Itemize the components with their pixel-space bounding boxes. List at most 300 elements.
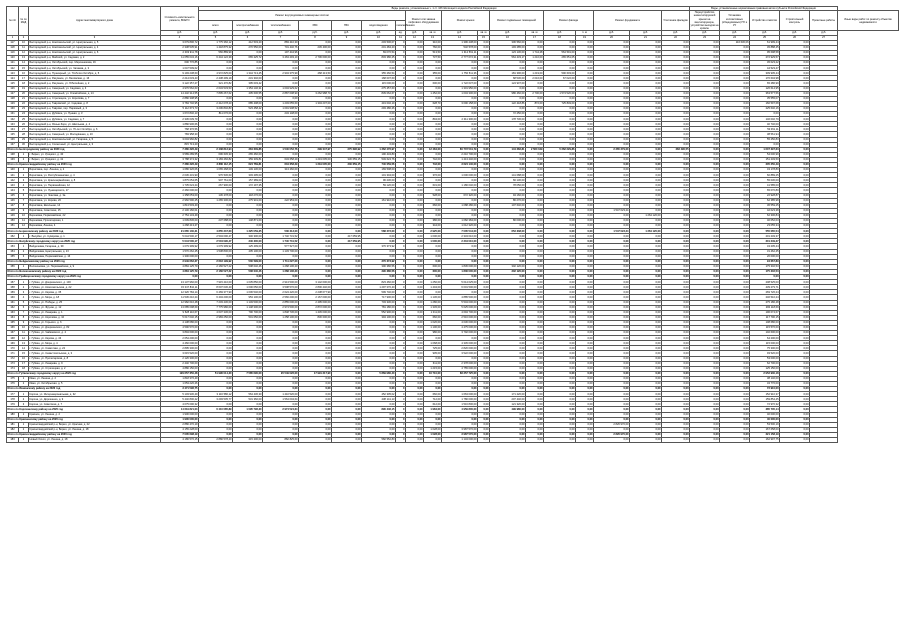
address-cell: г. Губкин, ул. Севастопольская, д. 3 bbox=[29, 351, 161, 356]
value-cell: 2 166 527,22 bbox=[199, 269, 233, 274]
row-number: 117 bbox=[7, 40, 19, 45]
value-cell: 0,00 bbox=[594, 320, 630, 325]
value-cell: 0,00 bbox=[526, 325, 544, 330]
value-cell: 157 389,00 bbox=[233, 178, 263, 183]
value-cell: 0,00 bbox=[442, 168, 478, 173]
value-cell: 0,00 bbox=[720, 71, 750, 76]
value-cell: 68 530,00 bbox=[490, 76, 526, 81]
value-cell: 1 418 875,32 bbox=[199, 45, 233, 50]
value-cell: 0,00 bbox=[233, 325, 263, 330]
value-cell: 588 272,00 bbox=[362, 229, 396, 234]
value-cell: 23 055,34 bbox=[750, 224, 780, 229]
value-cell: 0,00 bbox=[594, 86, 630, 91]
value-cell: 40 740,00 bbox=[750, 122, 780, 127]
value-cell: 0 bbox=[396, 101, 406, 106]
value-cell: 624 769,81 bbox=[233, 162, 263, 167]
mkd-number: 8 bbox=[19, 315, 29, 320]
spreadsheet bbox=[6, 6, 899, 634]
value-cell: 0,00 bbox=[424, 122, 442, 127]
value-cell: 344,00 bbox=[424, 224, 442, 229]
value-cell: 2 011 300,00 bbox=[442, 117, 478, 122]
value-cell: 1 848 736,00 bbox=[263, 310, 299, 315]
value-cell: 0,00 bbox=[690, 101, 720, 106]
value-cell: 0,00 bbox=[544, 402, 576, 407]
value-cell: 0,00 bbox=[780, 259, 810, 264]
value-cell: 0,00 bbox=[263, 346, 299, 351]
address-cell: Борисовка, ул. Красноармейская, д. 8 bbox=[29, 178, 161, 183]
value-cell: 0,00 bbox=[780, 173, 810, 178]
value-cell: 1 079 399,92 bbox=[199, 244, 233, 249]
value-cell: 0,00 bbox=[720, 392, 750, 397]
address-cell: Березовка, Пролетарская, 1 bbox=[29, 219, 161, 224]
value-cell: 0,00 bbox=[720, 112, 750, 117]
value-cell: 0,00 bbox=[478, 224, 490, 229]
value-cell: 20 000,00 bbox=[750, 254, 780, 259]
value-cell: 42 023,38 bbox=[750, 208, 780, 213]
value-cell: 359 309,81 bbox=[233, 157, 263, 162]
value-cell: 0,00 bbox=[332, 269, 362, 274]
value-cell: 0,00 bbox=[690, 407, 720, 412]
value-cell: 0,00 bbox=[544, 371, 576, 376]
value-cell: 2 706 600,00 bbox=[299, 56, 332, 61]
value-cell: 0,00 bbox=[233, 275, 263, 280]
value-cell: 0,00 bbox=[690, 50, 720, 55]
value-cell: 0,00 bbox=[690, 387, 720, 392]
value-cell: 499 980,00 bbox=[490, 407, 526, 412]
value-cell: 0,00 bbox=[780, 351, 810, 356]
value-cell: 0,00 bbox=[199, 361, 233, 366]
value-cell: 0,00 bbox=[332, 387, 362, 392]
value-cell: 149 130,00 bbox=[233, 168, 263, 173]
value-cell: 162 997,75 bbox=[750, 438, 780, 443]
row-number: 133 bbox=[7, 122, 19, 127]
value-cell: 0,00 bbox=[299, 376, 332, 381]
value-cell: 0,00 bbox=[199, 422, 233, 427]
value-cell: 68 357 725,00 bbox=[442, 371, 478, 376]
value-cell: 0,00 bbox=[490, 300, 526, 305]
value-cell: 0,00 bbox=[362, 132, 396, 137]
row-number: 132 bbox=[7, 117, 19, 122]
value-cell: 1 813 503,40 bbox=[161, 203, 199, 208]
row-number: 146 bbox=[7, 198, 19, 203]
value-cell: 0,00 bbox=[594, 264, 630, 269]
value-cell: 0,00 bbox=[720, 290, 750, 295]
value-cell: 0,00 bbox=[478, 402, 490, 407]
value-cell: 0,00 bbox=[544, 295, 576, 300]
value-cell: 660,00 bbox=[424, 315, 442, 320]
address-cell: г. Губкин, ул. Королёва, д. 10 bbox=[29, 315, 161, 320]
value-cell: 22 928,87 bbox=[750, 193, 780, 198]
value-cell: 4 637 336,00 bbox=[199, 310, 233, 315]
value-cell: 0,00 bbox=[263, 387, 299, 392]
value-cell: 66 130,00 bbox=[490, 178, 526, 183]
value-cell: 0,00 bbox=[594, 183, 630, 188]
value-cell: 2 412 078,23 bbox=[199, 101, 233, 106]
value-cell: 0,00 bbox=[720, 356, 750, 361]
value-cell: 1 564 004,64 bbox=[263, 397, 299, 402]
value-cell: 0 bbox=[396, 351, 406, 356]
value-cell: 0,00 bbox=[490, 249, 526, 254]
value-cell: 0,00 bbox=[299, 178, 332, 183]
value-cell: 0,00 bbox=[544, 432, 576, 437]
value-cell: 0,00 bbox=[780, 264, 810, 269]
value-cell: 1 095 796,30 bbox=[233, 407, 263, 412]
value-cell: 0,00 bbox=[299, 269, 332, 274]
value-cell: 0,00 bbox=[594, 40, 630, 45]
value-cell: 0 bbox=[396, 127, 406, 132]
value-cell: 0,00 bbox=[576, 45, 594, 50]
value-cell: 0,00 bbox=[199, 351, 233, 356]
value-cell: 0,00 bbox=[233, 356, 263, 361]
value-cell: 0,00 bbox=[263, 76, 299, 81]
value-cell: 1 268 106,20 bbox=[263, 264, 299, 269]
subtotal-label: Итого по Волоконовскому району на 2020 год bbox=[7, 269, 161, 274]
mkd-number: 15 bbox=[19, 351, 29, 356]
value-cell: 0,00 bbox=[594, 305, 630, 310]
value-cell: 0,00 bbox=[299, 81, 332, 86]
value-cell: 0,00 bbox=[630, 269, 662, 274]
value-cell: 0,00 bbox=[720, 96, 750, 101]
value-cell: 0,00 bbox=[630, 50, 662, 55]
value-cell: 0,00 bbox=[594, 66, 630, 71]
value-cell: 0,00 bbox=[720, 56, 750, 61]
value-cell: 385 735,14 bbox=[750, 407, 780, 412]
value-cell: 0,00 bbox=[478, 112, 490, 117]
value-cell: 0,00 bbox=[690, 254, 720, 259]
mkd-number: 6 bbox=[19, 305, 29, 310]
value-cell: 0,00 bbox=[263, 61, 299, 66]
value-cell: 0,00 bbox=[544, 193, 576, 198]
value-cell: 0,00 bbox=[478, 305, 490, 310]
value-cell: 0,00 bbox=[780, 432, 810, 437]
value-cell: 0,00 bbox=[630, 234, 662, 239]
value-cell: 0,00 bbox=[490, 366, 526, 371]
value-cell: 0,00 bbox=[576, 300, 594, 305]
value-cell: 0,00 bbox=[720, 249, 750, 254]
value-cell: 0,00 bbox=[662, 203, 690, 208]
value-cell: 1 780 000,00 bbox=[442, 397, 478, 402]
value-cell: 0,00 bbox=[199, 417, 233, 422]
value-cell: 0,00 bbox=[690, 168, 720, 173]
value-cell: 0,00 bbox=[332, 341, 362, 346]
row-number: 156 bbox=[7, 264, 19, 269]
value-cell: 67 022,00 bbox=[544, 76, 576, 81]
value-cell: 121 320,00 bbox=[490, 402, 526, 407]
value-cell: 0,00 bbox=[630, 371, 662, 376]
value-cell: 0,00 bbox=[544, 40, 576, 45]
value-cell: 0,00 bbox=[490, 346, 526, 351]
row-number: 118 bbox=[7, 45, 19, 50]
value-cell: 552 900,00 bbox=[362, 310, 396, 315]
value-cell: 0,00 bbox=[780, 127, 810, 132]
value-cell: 0,00 bbox=[690, 269, 720, 274]
value-cell: 0,00 bbox=[332, 132, 362, 137]
value-cell: 703 330,00 bbox=[362, 300, 396, 305]
value-cell: 0,00 bbox=[662, 366, 690, 371]
value-cell: 0,00 bbox=[690, 219, 720, 224]
value-cell: 0,00 bbox=[490, 127, 526, 132]
value-cell: 0,00 bbox=[332, 432, 362, 437]
value-cell: 0,00 bbox=[780, 162, 810, 167]
value-cell: 0,00 bbox=[544, 198, 576, 203]
value-cell: 0,00 bbox=[263, 203, 299, 208]
value-cell: 0,00 bbox=[526, 132, 544, 137]
value-cell: 0,00 bbox=[690, 310, 720, 315]
value-cell: 0,00 bbox=[630, 239, 662, 244]
value-cell: 0,00 bbox=[544, 290, 576, 295]
subtotal-label: Итого по Красненскому району на 2020 год bbox=[7, 417, 161, 422]
value-cell: 0,00 bbox=[263, 224, 299, 229]
value-cell: 0,00 bbox=[576, 56, 594, 61]
value-cell: 0,00 bbox=[720, 264, 750, 269]
value-cell: 0,00 bbox=[406, 315, 424, 320]
value-cell: 0,00 bbox=[526, 382, 544, 387]
value-cell: 0,00 bbox=[630, 71, 662, 76]
value-cell: 501 050,00 bbox=[233, 315, 263, 320]
value-cell: 872,00 bbox=[526, 101, 544, 106]
value-cell: 0,00 bbox=[630, 91, 662, 96]
value-cell: 0,00 bbox=[544, 254, 576, 259]
value-cell: 0,00 bbox=[662, 387, 690, 392]
value-cell: 2 336 039,79 bbox=[161, 117, 199, 122]
value-cell: 0,00 bbox=[478, 178, 490, 183]
value-cell: 3 894 600,00 bbox=[161, 331, 199, 336]
value-cell: 0,00 bbox=[263, 325, 299, 330]
value-cell: 0,00 bbox=[478, 127, 490, 132]
value-cell: 0,00 bbox=[362, 203, 396, 208]
address-cell: Волоконовка, ул. Первомайская, д. 9 bbox=[29, 264, 161, 269]
column-number: 17 bbox=[526, 35, 544, 40]
value-cell: 1 148 300,00 bbox=[233, 305, 263, 310]
value-cell: 0,00 bbox=[299, 61, 332, 66]
value-cell: 72 450,00 bbox=[490, 112, 526, 117]
value-cell: 0,00 bbox=[406, 366, 424, 371]
value-cell: 0,00 bbox=[490, 356, 526, 361]
value-cell: 0,00 bbox=[690, 382, 720, 387]
value-cell: 0,00 bbox=[406, 229, 424, 234]
value-cell: 0,00 bbox=[424, 86, 442, 91]
value-cell: 0 bbox=[396, 346, 406, 351]
value-cell: 0,00 bbox=[544, 173, 576, 178]
value-cell: 528,00 bbox=[424, 193, 442, 198]
value-cell: 0,00 bbox=[299, 397, 332, 402]
value-cell: 0,00 bbox=[544, 183, 576, 188]
value-cell: 0 bbox=[396, 264, 406, 269]
value-cell: 0,00 bbox=[332, 320, 362, 325]
value-cell: 0,00 bbox=[720, 127, 750, 132]
value-cell: 0,00 bbox=[526, 427, 544, 432]
value-cell: 0 bbox=[396, 331, 406, 336]
value-cell: 12 326 784,14 bbox=[161, 290, 199, 295]
value-cell: 0,00 bbox=[690, 341, 720, 346]
value-cell: 0,00 bbox=[576, 112, 594, 117]
value-cell: 0,00 bbox=[594, 351, 630, 356]
value-cell: 0,00 bbox=[662, 259, 690, 264]
column-number: 10 bbox=[362, 35, 396, 40]
value-cell: 830 000,00 bbox=[299, 315, 332, 320]
value-cell: 0,00 bbox=[630, 376, 662, 381]
value-cell: 0,00 bbox=[576, 96, 594, 101]
value-cell: 0,00 bbox=[690, 173, 720, 178]
value-cell: 508 040,46 bbox=[233, 269, 263, 274]
value-cell: 0,00 bbox=[424, 244, 442, 249]
value-cell: 0,00 bbox=[576, 290, 594, 295]
value-cell: 0,00 bbox=[662, 351, 690, 356]
value-cell: 717 900,00 bbox=[362, 295, 396, 300]
value-cell: 0,00 bbox=[662, 392, 690, 397]
value-cell: 1 250,00 bbox=[424, 280, 442, 285]
value-cell: 0,00 bbox=[478, 366, 490, 371]
value-cell: 0,00 bbox=[526, 341, 544, 346]
value-cell: 882 825,60 bbox=[263, 438, 299, 443]
value-cell: 0,00 bbox=[263, 127, 299, 132]
value-cell: 0,00 bbox=[478, 407, 490, 412]
value-cell: 0,00 bbox=[263, 66, 299, 71]
col-other2: Иные виды работ по ремонту объектов недвижимости bbox=[838, 11, 899, 31]
subtotal-label: Итого по Грайворонскому городскому округу на 2020 год bbox=[7, 275, 161, 280]
value-cell: 0,00 bbox=[442, 382, 478, 387]
value-cell: 0 bbox=[396, 157, 406, 162]
value-cell: 0,00 bbox=[299, 183, 332, 188]
value-cell: 0,00 bbox=[233, 142, 263, 147]
value-cell: 0,00 bbox=[478, 147, 490, 152]
value-cell: 96 430,00 bbox=[362, 178, 396, 183]
value-cell: 2 895 300,00 bbox=[161, 346, 199, 351]
value-cell: 0,00 bbox=[720, 331, 750, 336]
value-cell: 0,00 bbox=[406, 397, 424, 402]
value-cell: 0,00 bbox=[780, 71, 810, 76]
column-number: 5 bbox=[199, 35, 233, 40]
column-number: 26 bbox=[780, 35, 810, 40]
mkd-number: 10 bbox=[19, 325, 29, 330]
value-cell: 0,00 bbox=[526, 40, 544, 45]
address-cell: Белгородский р-н, Пушкарный, ул. 70-Летия Октября, д. 5 bbox=[29, 71, 161, 76]
value-cell: 0,00 bbox=[594, 168, 630, 173]
value-cell: 1 744,28 bbox=[526, 50, 544, 55]
value-cell: 0,00 bbox=[406, 213, 424, 218]
value-cell: 0,00 bbox=[690, 162, 720, 167]
value-cell: 0,00 bbox=[544, 366, 576, 371]
value-cell: 0,00 bbox=[299, 331, 332, 336]
value-cell: 0,00 bbox=[630, 300, 662, 305]
col-foundation: Ремонт фундамента bbox=[594, 11, 662, 31]
value-cell: 0,00 bbox=[594, 106, 630, 111]
value-cell: 5 014 025,00 bbox=[442, 280, 478, 285]
value-cell: 0,00 bbox=[442, 412, 478, 417]
value-cell: 0 bbox=[396, 91, 406, 96]
value-cell: 65 070,80 bbox=[750, 188, 780, 193]
value-cell: 600,00 bbox=[424, 264, 442, 269]
value-cell: 0,00 bbox=[780, 295, 810, 300]
value-cell: 0,00 bbox=[478, 422, 490, 427]
value-cell: 0,00 bbox=[332, 50, 362, 55]
value-cell: 0,00 bbox=[662, 45, 690, 50]
value-cell: 0,00 bbox=[478, 76, 490, 81]
value-cell: 208 525,00 bbox=[750, 280, 780, 285]
value-cell: 5 617 040,15 bbox=[161, 315, 199, 320]
value-cell: 0,00 bbox=[406, 402, 424, 407]
mkd-number: 4 bbox=[19, 295, 29, 300]
value-cell: 136 278,00 bbox=[199, 193, 233, 198]
value-cell: 0,00 bbox=[233, 137, 263, 142]
value-cell: 0,00 bbox=[526, 422, 544, 427]
value-cell: 4 075 090,32 bbox=[161, 402, 199, 407]
value-cell: 0,00 bbox=[690, 213, 720, 218]
value-cell: 405 606,55 bbox=[233, 91, 263, 96]
value-cell: 0,00 bbox=[662, 438, 690, 443]
value-cell: 53 000,00 bbox=[750, 356, 780, 361]
value-cell: 95 698,58 bbox=[750, 50, 780, 55]
value-cell: 0,00 bbox=[594, 239, 630, 244]
value-cell: 2 880 308,95 bbox=[161, 96, 199, 101]
mkd-number: 19 bbox=[19, 86, 29, 91]
value-cell: 0,00 bbox=[362, 387, 396, 392]
value-cell: 0,00 bbox=[594, 402, 630, 407]
value-cell: 355,00 bbox=[424, 71, 442, 76]
value-cell: 0,00 bbox=[594, 157, 630, 162]
value-cell: 0,00 bbox=[594, 315, 630, 320]
value-cell: 0,00 bbox=[478, 325, 490, 330]
value-cell: 45 888,45 bbox=[750, 45, 780, 50]
value-cell: 40 052,03 bbox=[750, 219, 780, 224]
value-cell: 0,00 bbox=[662, 162, 690, 167]
value-cell: 0 bbox=[396, 325, 406, 330]
value-cell: 1 082 384,00 bbox=[442, 219, 478, 224]
value-cell: 0,00 bbox=[544, 188, 576, 193]
value-cell: 0,00 bbox=[780, 76, 810, 81]
value-cell: 0 bbox=[396, 219, 406, 224]
value-cell: 0,00 bbox=[576, 295, 594, 300]
mkd-number: 25 bbox=[19, 117, 29, 122]
value-cell: 1 028,00 bbox=[424, 427, 442, 432]
value-cell: 3 122 357,27 bbox=[161, 81, 199, 86]
address-cell: Красногвардейский р-н, Бирюч, ул. Красная, д. 22 bbox=[29, 422, 161, 427]
value-cell: 1 345,00 bbox=[424, 305, 442, 310]
value-cell: 0,00 bbox=[526, 224, 544, 229]
value-cell: 0,00 bbox=[690, 71, 720, 76]
value-cell: 8 607 030,40 bbox=[199, 285, 233, 290]
value-cell: 0,00 bbox=[362, 336, 396, 341]
value-cell: 0,00 bbox=[332, 229, 362, 234]
value-cell: 0,00 bbox=[406, 254, 424, 259]
value-cell: 0,00 bbox=[662, 61, 690, 66]
value-cell: 0,00 bbox=[594, 417, 630, 422]
value-cell: 1 607 397,63 bbox=[750, 147, 780, 152]
mkd-number: 11 bbox=[19, 331, 29, 336]
value-cell: 0,00 bbox=[362, 66, 396, 71]
value-cell: 0,00 bbox=[576, 66, 594, 71]
value-cell: 0,00 bbox=[662, 56, 690, 61]
value-cell: 0,00 bbox=[630, 361, 662, 366]
value-cell: 101 304,00 bbox=[362, 173, 396, 178]
value-cell: 685 408,00 bbox=[233, 101, 263, 106]
address-cell: Борисовка, пер. Ленина, д. 2 bbox=[29, 168, 161, 173]
value-cell: 0,00 bbox=[199, 224, 233, 229]
value-cell: 0,00 bbox=[576, 219, 594, 224]
value-cell: 660,00 bbox=[424, 392, 442, 397]
value-cell: 12 982 616,48 bbox=[161, 300, 199, 305]
value-cell: 0,00 bbox=[662, 106, 690, 111]
value-cell: 0,00 bbox=[332, 412, 362, 417]
value-cell: 3 262 988,70 bbox=[299, 91, 332, 96]
value-cell: 0,00 bbox=[630, 412, 662, 417]
value-cell: 0,00 bbox=[299, 325, 332, 330]
value-cell: 0,00 bbox=[299, 203, 332, 208]
value-cell: 0,00 bbox=[332, 422, 362, 427]
value-cell: 740 059,56 bbox=[362, 162, 396, 167]
value-cell: 0,00 bbox=[490, 382, 526, 387]
address-cell: Белгородский р-н, Северный, ул. Молодёжная, д. 10 bbox=[29, 132, 161, 137]
